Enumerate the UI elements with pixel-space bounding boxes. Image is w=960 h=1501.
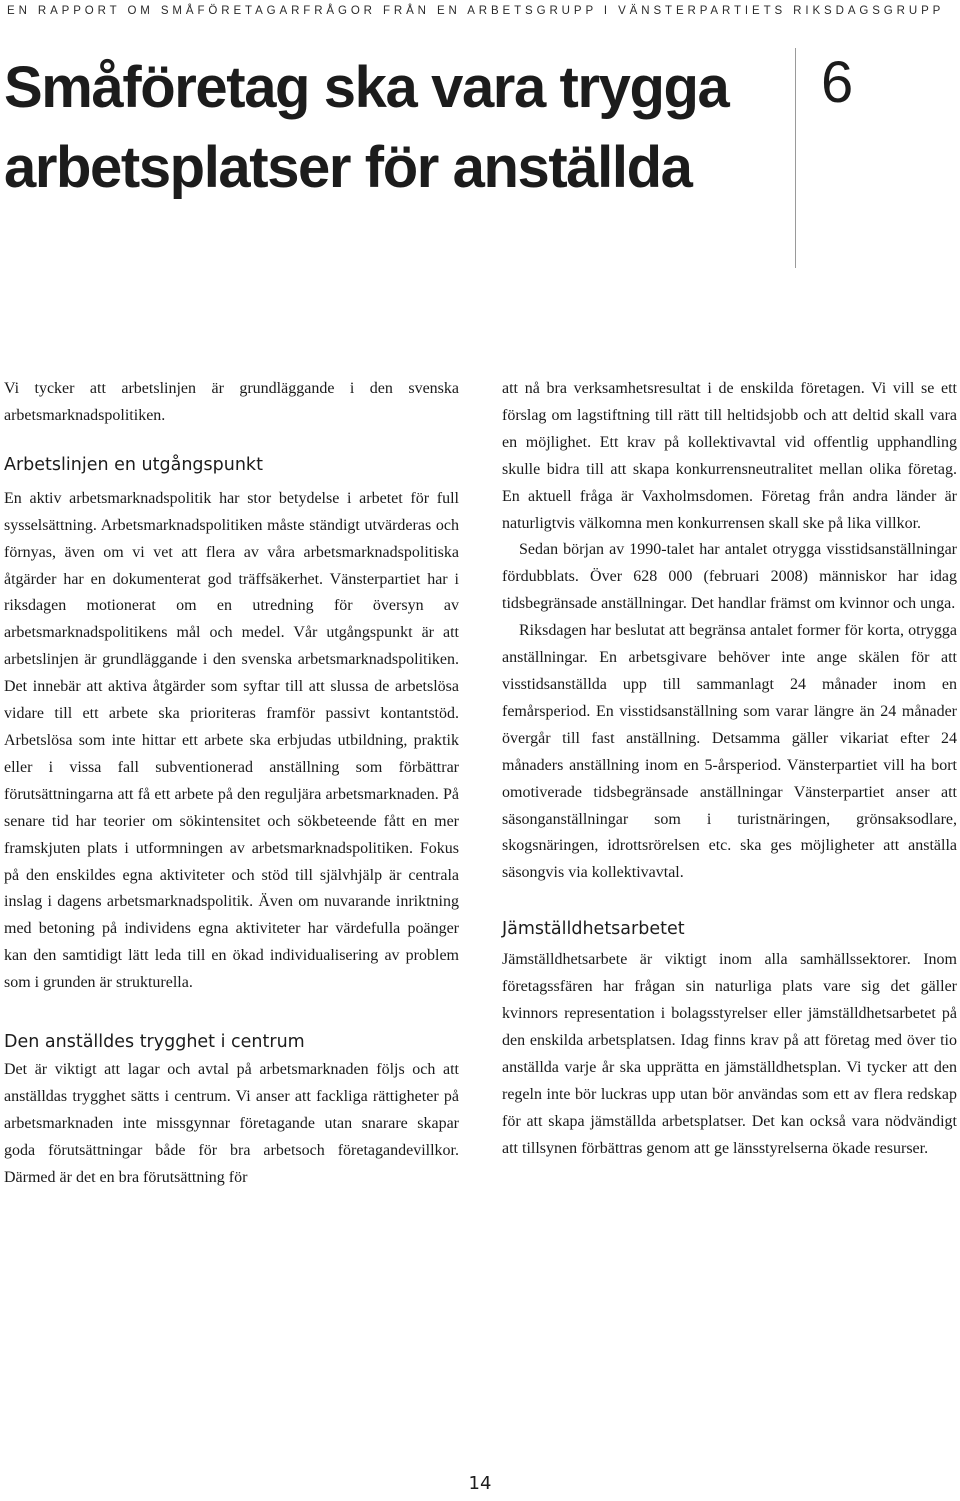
paragraph-riksdagen: Riksdagen har beslutat att begränsa antalet former för korta, otrygga anställningar. En arbetsgivare behöver inte ange skälen för att visstidsanställda upp till sammanlagt 24 månader inom en femårsperiod. En visstidsanställning som varar längre än 24 månader övergår till fast anställning. Detsamma gäller vikariat efter 24 månaders anställning inom en 5-årsperiod. Vänsterpartiet vill ha bort omotiverade tidsbegränsade anställningar Vänsterpartiet anser att säsonganställningar som i turistnäringen, grönsaksodlare, skogsnäringen, idrottsrörelsen etc. ska ges möjligheter att anställa säsongvis via kollektivavtal.: [502, 622, 957, 882]
intro-paragraph: Vi tycker att arbetslinjen är grundläggande i den svenska arbetsmarknadspolitiken.: [4, 380, 459, 424]
section-heading-trygghet: Den anställdes trygghet i centrum: [4, 1032, 305, 1053]
paragraph-verksamhet: att nå bra verksamhetsresultat i de enskilda företagen. Vi vill se ett förslag om lagstiftning till rätt till heltidsjobb och att deltid skall vara en möjlighet. Ett krav på kollektivavtal vid offentlig upphandling skulle bidra till att skapa konkurrensneutralitet mellan olika företag. En aktuell fråga är Vaxholmsdomen. Företag från andra länder är naturligtvis välkomna men konkurrensen skall ske på lika villkor.: [502, 380, 957, 532]
paragraph-jamstalldhet: Jämställdhetsarbete är viktigt inom alla samhällssektorer. Inom företagssfären har frågan sin naturliga plats vare sig det gäller kvinnors representation i bolagsstyrelser eller jämställdhetsarbetet på den enskilda arbetsplatsen. Idag finns krav på att företag med över tio anställda varje år ska upprätta en jämställdhetsplan. Vi tycker att den regeln inte bör luckras upp utan bör användas som ett av flera redskap för att skapa jämställda arbetsplatser. Det kan också vara nödvändigt att tillsynen förbättras genom att ge länsstyrelserna ökade resurser.: [502, 951, 957, 1157]
chapter-number: 6: [821, 50, 854, 115]
left-column: [4, 376, 459, 1192]
running-head: EN RAPPORT OM SMÅFÖRETAGARFRÅGOR FRÅN EN ARBETSGRUPP I VÄNSTERPARTIETS RIKSDAGSGRUPP: [7, 5, 945, 17]
paragraph-trygghet: Det är viktigt att lagar och avtal på arbetsmarknaden följs och att anställdas trygghet sätts i centrum. Vi anser att fackliga rättigheter på arbetsmarknaden inte missgynnar företagande utan snarare skapar goda förutsättningar både för bra arbetsoch företagandevillkor. Därmed är det en bra förutsättning för: [4, 1061, 459, 1186]
chapter-divider: [795, 48, 796, 268]
title-line-2: arbetsplatser för anställda: [4, 135, 692, 200]
page-title: [4, 48, 774, 208]
page-number: 14: [468, 1473, 492, 1494]
paragraph-visstid: Sedan början av 1990-talet har antalet otrygga visstidsanställningar fördubblats. Över 628 000 (februari 2008) människor har idag tidsbegränsade anställningar. Det handlar främst om kvinnor och unga.: [502, 541, 957, 613]
title-line-1: Småföretag ska vara trygga: [4, 55, 729, 120]
right-column: [502, 376, 957, 1162]
section-heading-jamstalldhet: Jämställdhetsarbetet: [502, 919, 685, 940]
paragraph-arbetslinjen: En aktiv arbetsmarknadspolitik har stor betydelse i arbetet för full sysselsättning. Arbetsmarknadspolitiken måste ständigt utvärderas och förnyas, även om vi vet att flera av våra arbetsmarknadspolitiska åtgärder har en dokumenterat god träffsäkerhet. Vänsterpartiet har i riksdagen motionerat om en utredning för översyn av arbetsmarknadspolitikens mål och medel. Vår utgångspunkt är att arbetslinjen är grundläggande i den svenska arbetsmarknadspolitiken. Det innebär att aktiva åtgärder som syftar till att slussa de arbetslösa vidare till ett arbete ska prioriteras framför passivt kontantstöd. Arbetslösa som inte hittar ett arbete ska erbjudas utbildning, praktik eller i vissa fall subventionerad anställning som förbättrar förutsättningarna att få ett arbete på den reguljära arbetsmarknaden. På senare tid har teorier om sökintensitet och sökbeteende fått en mer framskjuten plats i utformningen av arbetsmarknadspolitiken. Fokus på den enskildes egna aktiviteter och stöd till självhjälp är centrala inslag i dagens arbetsmarknadspolitik. Även om nuvarande inriktning med betoning på individens egna aktiviteter har värdefulla poänger kan den samtidigt lätt leda till en ökad individualisering av problem som i grunden är strukturella.: [4, 489, 459, 992]
section-heading-arbetslinjen: Arbetslinjen en utgångspunkt: [4, 454, 263, 475]
